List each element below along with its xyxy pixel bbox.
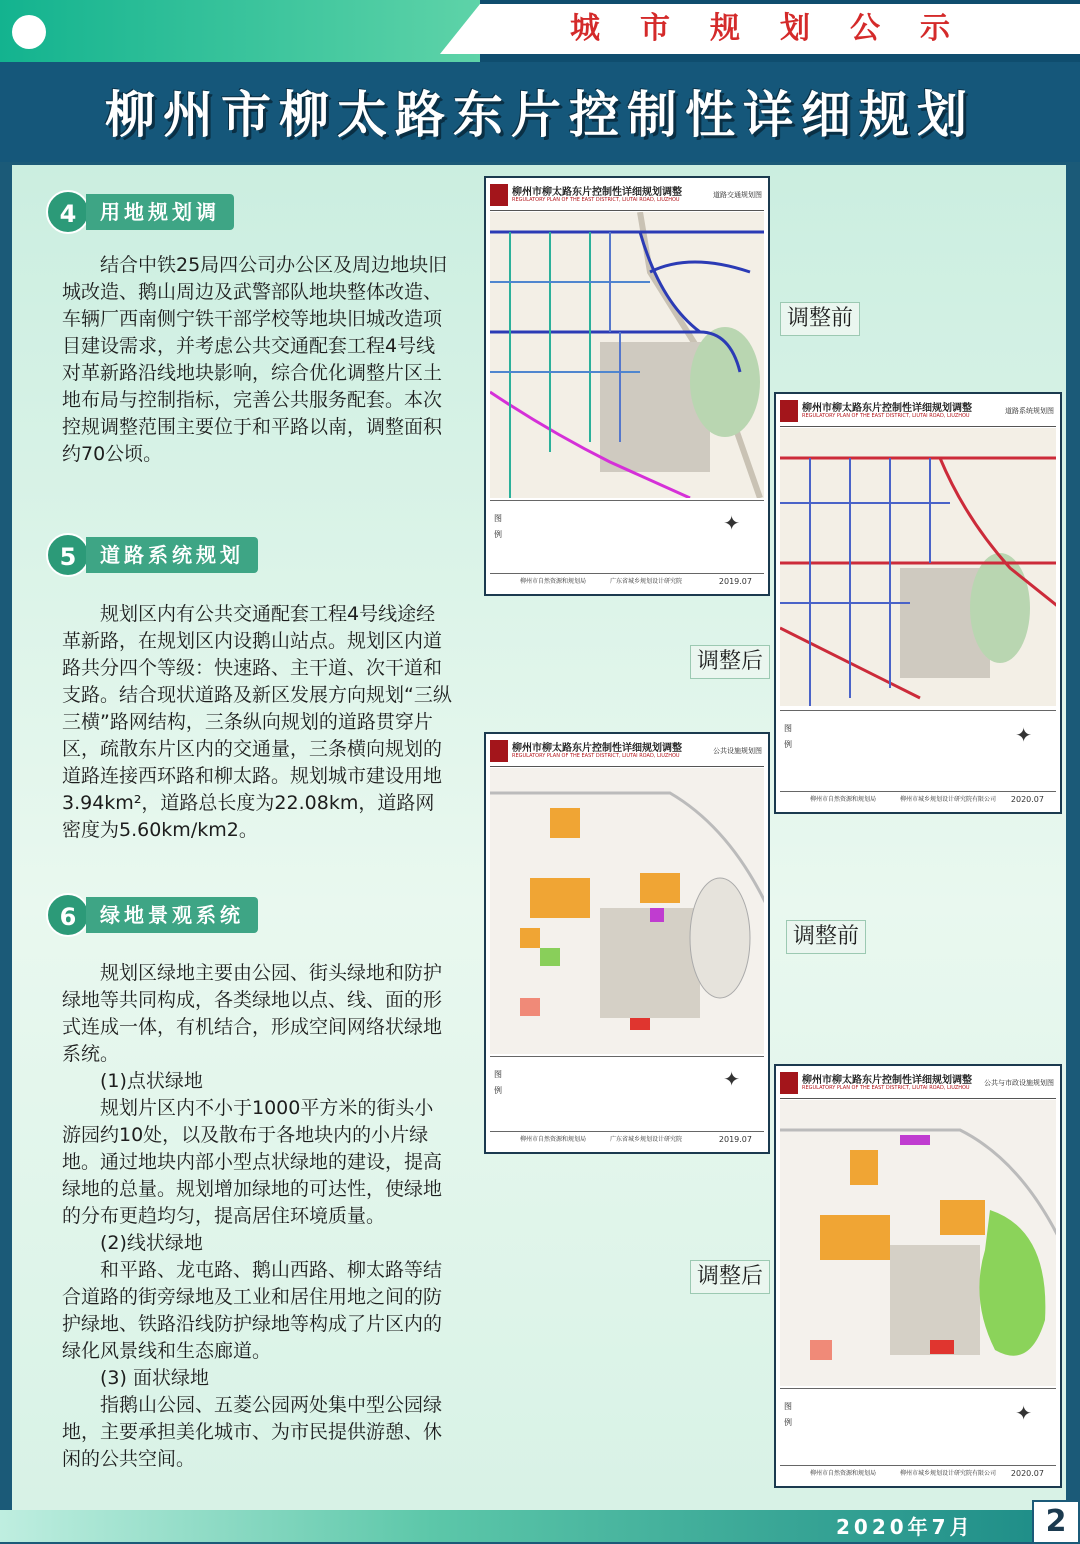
paragraph: 规划片区内不小于1000平方米的街头小游园约10处，以及散布于各地块内的小片绿地。通过地块内部小型点状绿地的建设，提高绿地的总量。规划增加绿地的可达性，使绿地的分布更趋均匀，提高居住环境质量。 xyxy=(62,1097,443,1227)
map-footer xyxy=(780,791,1056,808)
banner-dot xyxy=(12,15,46,49)
section-label: 用地规划调 xyxy=(86,194,234,230)
map-image xyxy=(780,1100,1056,1386)
banner-label: 城市规划公示 xyxy=(570,11,990,46)
issue-date: 2020年7月 xyxy=(836,1515,974,1539)
badge-before: 调整前 xyxy=(780,302,860,336)
section-4-text xyxy=(62,252,452,468)
map-org: 柳州市自然资源和规划局 xyxy=(810,796,877,803)
map-org: 广东省城乡规划设计研究院 xyxy=(610,578,683,585)
north-arrow-icon: ✦ xyxy=(723,1067,740,1091)
map-year: 2020.07 xyxy=(1010,1469,1044,1478)
map-header xyxy=(780,398,1056,427)
map-image xyxy=(490,768,764,1054)
map-title-en: REGULATORY PLAN OF THE EAST DISTRICT, LIUTAI ROAD, LIUZHOU xyxy=(512,753,680,759)
map-header xyxy=(490,738,764,767)
map-kind: 道路交通规划图 xyxy=(713,191,762,199)
subheading: (2)线状绿地 xyxy=(100,1232,203,1254)
legend-title: 图例 xyxy=(494,514,502,539)
map-card-road-before[interactable] xyxy=(484,176,770,596)
map-kind: 公共设施规划图 xyxy=(713,747,762,755)
map-logo xyxy=(780,1072,798,1094)
north-arrow-icon: ✦ xyxy=(723,511,740,535)
badge-before: 调整前 xyxy=(786,920,866,954)
section-6-text xyxy=(62,960,452,1473)
map-title-en: REGULATORY PLAN OF THE EAST DISTRICT, LIUTAI ROAD, LIUZHOU xyxy=(802,413,970,419)
map-kind: 公共与市政设施规划图 xyxy=(984,1079,1054,1087)
map-card-road-after[interactable] xyxy=(774,392,1062,814)
map-card-facilities-after[interactable] xyxy=(774,1064,1062,1488)
map-logo xyxy=(490,184,508,206)
section-number: 5 xyxy=(46,533,90,577)
map-logo xyxy=(490,740,508,762)
map-card-facilities-before[interactable] xyxy=(484,732,770,1154)
section-label: 道路系统规划 xyxy=(86,537,258,573)
paragraph: 规划区内有公共交通配套工程4号线途经革新路，在规划区内设鹅山站点。规划区内道路共分四个等级：快速路、主干道、次干道和支路。结合现状道路及新区发展方向规划“三纵三横”路网结构，三条纵向规划的道路贯穿片区，疏散东片区内的交通量，三条横向规划的道路连接西环路和柳太路。规划城市建设用地3.94km²，道路总长度为22.08km，道路网密度为5.60km/km2。 xyxy=(62,603,452,841)
map-title: 柳州市柳太路东片控制性详细规划调整 xyxy=(512,743,682,754)
map-year: 2020.07 xyxy=(1010,795,1044,804)
page-title: 柳州市柳太路东片控制性详细规划 xyxy=(105,86,975,144)
north-arrow-icon: ✦ xyxy=(1015,1401,1032,1425)
map-legend xyxy=(490,500,764,577)
map-title: 柳州市柳太路东片控制性详细规划调整 xyxy=(802,403,972,414)
section-number: 4 xyxy=(46,190,90,234)
legend-title: 图例 xyxy=(784,724,792,749)
map-image xyxy=(780,428,1056,706)
subheading: (1)点状绿地 xyxy=(100,1070,203,1092)
map-year: 2019.07 xyxy=(718,1135,752,1144)
section-number: 6 xyxy=(46,893,90,937)
map-title: 柳州市柳太路东片控制性详细规划调整 xyxy=(802,1075,972,1086)
north-arrow-icon: ✦ xyxy=(1015,723,1032,747)
map-org: 柳州市城乡规划设计研究院有限公司 xyxy=(900,796,997,803)
map-legend xyxy=(780,1388,1056,1467)
map-title-en: REGULATORY PLAN OF THE EAST DISTRICT, LIUTAI ROAD, LIUZHOU xyxy=(512,197,680,203)
map-header xyxy=(780,1070,1056,1099)
top-banner-green xyxy=(0,0,480,62)
map-org: 柳州市自然资源和规划局 xyxy=(520,578,587,585)
map-logo xyxy=(780,400,798,422)
paragraph: 和平路、龙屯路、鹅山西路、柳太路等结合道路的街旁绿地及工业和居住用地之间的防护绿地、铁路沿线防护绿地等构成了片区内的绿化风景线和生态廊道。 xyxy=(62,1259,443,1362)
map-footer xyxy=(490,573,764,590)
map-org: 柳州市自然资源和规划局 xyxy=(810,1470,877,1477)
paragraph: 规划区绿地主要由公园、街头绿地和防护绿地等共同构成，各类绿地以点、线、面的形式连成一体，有机结合，形成空间网络状绿地系统。 xyxy=(62,962,443,1065)
section-5-text xyxy=(62,601,452,844)
map-org: 柳州市城乡规划设计研究院有限公司 xyxy=(900,1470,997,1477)
legend-title: 图例 xyxy=(784,1402,792,1427)
map-org: 柳州市自然资源和规划局 xyxy=(520,1136,587,1143)
map-image xyxy=(490,212,764,498)
map-footer xyxy=(780,1465,1056,1482)
badge-after: 调整后 xyxy=(690,645,770,679)
map-title-en: REGULATORY PLAN OF THE EAST DISTRICT, LIUTAI ROAD, LIUZHOU xyxy=(802,1085,970,1091)
section-label: 绿地景观系统 xyxy=(86,897,258,933)
map-title: 柳州市柳太路东片控制性详细规划调整 xyxy=(512,187,682,198)
subheading: (3) 面状绿地 xyxy=(100,1367,209,1389)
badge-after: 调整后 xyxy=(690,1260,770,1294)
legend-title: 图例 xyxy=(494,1070,502,1095)
map-org: 广东省城乡规划设计研究院 xyxy=(610,1136,683,1143)
map-legend xyxy=(490,1056,764,1133)
map-header xyxy=(490,182,764,211)
page-number: 2 xyxy=(1032,1500,1080,1544)
map-legend xyxy=(780,710,1056,791)
paragraph: 指鹅山公园、五菱公园两处集中型公园绿地，主要承担美化城市、为市民提供游憩、休闲的公共空间。 xyxy=(62,1394,443,1470)
paragraph: 结合中铁25局四公司办公区及周边地块旧城改造、鹅山周边及武警部队地块整体改造、车辆厂西南侧宁铁干部学校等地块旧城改造项目建设需求，并考虑公共交通配套工程4号线对革新路沿线地块影响，综合优化调整片区土地布局与控制指标，完善公共服务配套。本次控规调整范围主要位于和平路以南，调整面积约70公顷。 xyxy=(62,254,448,465)
map-year: 2019.07 xyxy=(718,577,752,586)
map-kind: 道路系统规划图 xyxy=(1005,407,1054,415)
map-footer xyxy=(490,1131,764,1148)
